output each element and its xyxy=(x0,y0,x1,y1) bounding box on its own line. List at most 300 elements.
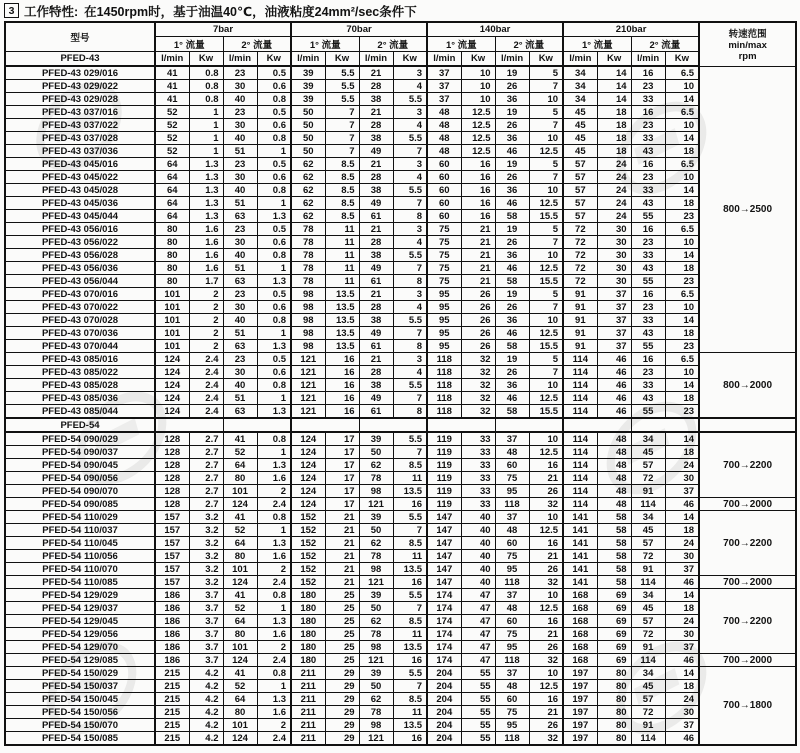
power-kw-value: 37 xyxy=(597,301,631,314)
power-kw-value: 7 xyxy=(393,327,427,340)
power-kw-value: 1 xyxy=(257,262,291,275)
power-kw-value: 40 xyxy=(461,563,495,576)
power-kw-value: 17 xyxy=(325,446,359,459)
power-kw-value: 40 xyxy=(461,511,495,524)
power-kw-value: 16 xyxy=(393,576,427,589)
flow-lmin-value: 98 xyxy=(291,288,325,301)
power-kw-value: 10 xyxy=(529,667,563,680)
power-kw-value: 3 xyxy=(393,223,427,236)
power-kw-value: 0.5 xyxy=(257,353,291,366)
flow-lmin-value: 52 xyxy=(223,680,257,693)
spec-table xyxy=(4,21,797,746)
flow-lmin-value: 39 xyxy=(359,511,393,524)
flow-lmin-value: 118 xyxy=(427,379,461,392)
flow-lmin-value: 98 xyxy=(291,327,325,340)
power-kw-value: 58 xyxy=(597,563,631,576)
power-kw-value: 58 xyxy=(597,537,631,550)
flow-lmin-value: 57 xyxy=(631,615,665,628)
model-cell: PFED-43 029/016 xyxy=(5,66,155,80)
flow-lmin-value: 124 xyxy=(155,392,189,405)
power-kw-value: 21 xyxy=(325,576,359,589)
flow-lmin-value: 58 xyxy=(495,405,529,419)
model-cell: PFED-43 070/016 xyxy=(5,288,155,301)
power-kw-value: 30 xyxy=(665,628,699,641)
flow-lmin-value: 121 xyxy=(359,576,393,589)
power-kw-value: 30 xyxy=(665,550,699,563)
power-kw-value: 55 xyxy=(461,719,495,732)
flow-header: 1° 流量 xyxy=(291,37,359,52)
unit-header: Kw xyxy=(461,52,495,67)
flow-lmin-value: 37 xyxy=(495,667,529,680)
power-kw-value: 0.6 xyxy=(257,366,291,379)
empty-cell xyxy=(427,418,495,432)
model-cell: PFED-54 110/070 xyxy=(5,563,155,576)
flow-lmin-value: 23 xyxy=(631,366,665,379)
flow-lmin-value: 64 xyxy=(223,615,257,628)
flow-lmin-value: 114 xyxy=(563,405,597,419)
power-kw-value: 13.5 xyxy=(393,719,427,732)
flow-lmin-value: 50 xyxy=(291,119,325,132)
power-kw-value: 0.8 xyxy=(257,432,291,446)
flow-lmin-value: 38 xyxy=(359,184,393,197)
power-kw-value: 46 xyxy=(597,379,631,392)
table-row xyxy=(5,432,796,446)
flow-lmin-value: 114 xyxy=(631,654,665,667)
flow-lmin-value: 95 xyxy=(495,563,529,576)
power-kw-value: 21 xyxy=(325,511,359,524)
unit-header: l/min xyxy=(223,52,257,67)
model-cell: PFED-43 056/028 xyxy=(5,249,155,262)
power-kw-value: 6.5 xyxy=(665,288,699,301)
flow-lmin-value: 121 xyxy=(291,379,325,392)
table-row xyxy=(5,719,796,732)
model-column-header: 型号 xyxy=(5,22,155,52)
power-kw-value: 40 xyxy=(461,576,495,589)
power-kw-value: 8.5 xyxy=(325,210,359,223)
flow-lmin-value: 63 xyxy=(223,210,257,223)
flow-lmin-value: 46 xyxy=(495,392,529,405)
power-kw-value: 0.8 xyxy=(257,379,291,392)
table-row xyxy=(5,524,796,537)
power-kw-value: 21 xyxy=(461,275,495,288)
flow-lmin-value: 75 xyxy=(495,472,529,485)
power-kw-value: 10 xyxy=(529,314,563,327)
power-kw-value: 25 xyxy=(325,602,359,615)
flow-lmin-value: 80 xyxy=(223,706,257,719)
flow-lmin-value: 36 xyxy=(495,184,529,197)
power-kw-value: 0.6 xyxy=(257,80,291,93)
table-row xyxy=(5,197,796,210)
power-kw-value: 5.5 xyxy=(393,589,427,602)
power-kw-value: 32 xyxy=(529,576,563,589)
power-kw-value: 5.5 xyxy=(325,66,359,80)
series-label-cell: PFED-54 xyxy=(5,418,155,432)
flow-lmin-value: 61 xyxy=(359,210,393,223)
flow-lmin-value: 58 xyxy=(495,275,529,288)
power-kw-value: 1.3 xyxy=(257,693,291,706)
flow-lmin-value: 37 xyxy=(427,93,461,106)
flow-lmin-value: 51 xyxy=(223,392,257,405)
power-kw-value: 12.5 xyxy=(529,680,563,693)
model-cell: PFED-54 110/056 xyxy=(5,550,155,563)
power-kw-value: 0.8 xyxy=(257,184,291,197)
power-kw-value: 1.3 xyxy=(257,340,291,353)
flow-lmin-value: 50 xyxy=(359,680,393,693)
power-kw-value: 80 xyxy=(597,680,631,693)
power-kw-value: 2.4 xyxy=(257,654,291,667)
flow-lmin-value: 49 xyxy=(359,327,393,340)
power-kw-value: 8 xyxy=(393,405,427,419)
flow-lmin-value: 128 xyxy=(155,459,189,472)
flow-lmin-value: 157 xyxy=(155,524,189,537)
flow-lmin-value: 16 xyxy=(631,106,665,119)
power-kw-value: 1.3 xyxy=(257,537,291,550)
flow-lmin-value: 61 xyxy=(359,275,393,288)
power-kw-value: 30 xyxy=(597,275,631,288)
flow-lmin-value: 26 xyxy=(495,236,529,249)
power-kw-value: 14 xyxy=(597,66,631,80)
power-kw-value: 18 xyxy=(597,119,631,132)
power-kw-value: 8.5 xyxy=(393,693,427,706)
power-kw-value: 6.5 xyxy=(665,223,699,236)
power-kw-value: 46 xyxy=(597,353,631,366)
flow-lmin-value: 147 xyxy=(427,511,461,524)
power-kw-value: 47 xyxy=(461,641,495,654)
power-kw-value: 32 xyxy=(461,392,495,405)
power-kw-value: 10 xyxy=(461,66,495,80)
power-kw-value: 5.5 xyxy=(393,132,427,145)
page-title xyxy=(0,0,800,21)
flow-lmin-value: 80 xyxy=(223,550,257,563)
flow-lmin-value: 38 xyxy=(359,93,393,106)
flow-lmin-value: 36 xyxy=(495,132,529,145)
power-kw-value: 11 xyxy=(393,706,427,719)
power-kw-value: 21 xyxy=(461,236,495,249)
unit-header: Kw xyxy=(393,52,427,67)
flow-lmin-value: 101 xyxy=(223,641,257,654)
flow-lmin-value: 204 xyxy=(427,719,461,732)
header-row-units xyxy=(5,52,796,67)
flow-lmin-value: 30 xyxy=(223,301,257,314)
power-kw-value: 6.5 xyxy=(665,106,699,119)
power-kw-value: 3 xyxy=(393,66,427,80)
power-kw-value: 8.5 xyxy=(325,197,359,210)
flow-lmin-value: 98 xyxy=(359,563,393,576)
model-cell: PFED-43 056/022 xyxy=(5,236,155,249)
flow-lmin-value: 98 xyxy=(359,485,393,498)
flow-lmin-value: 215 xyxy=(155,719,189,732)
flow-lmin-value: 39 xyxy=(291,66,325,80)
flow-lmin-value: 33 xyxy=(631,132,665,145)
model-cell: PFED-54 150/085 xyxy=(5,732,155,746)
flow-lmin-value: 43 xyxy=(631,197,665,210)
flow-lmin-value: 52 xyxy=(155,145,189,158)
power-kw-value: 37 xyxy=(665,563,699,576)
power-kw-value: 23 xyxy=(665,340,699,353)
power-kw-value: 46 xyxy=(597,405,631,419)
power-kw-value: 40 xyxy=(461,537,495,550)
model-cell: PFED-43 045/036 xyxy=(5,197,155,210)
power-kw-value: 4 xyxy=(393,301,427,314)
power-kw-value: 12.5 xyxy=(529,327,563,340)
flow-lmin-value: 58 xyxy=(495,340,529,353)
flow-lmin-value: 64 xyxy=(223,693,257,706)
flow-lmin-value: 37 xyxy=(427,66,461,80)
power-kw-value: 17 xyxy=(325,459,359,472)
flow-lmin-value: 95 xyxy=(495,641,529,654)
power-kw-value: 5.5 xyxy=(393,184,427,197)
flow-lmin-value: 80 xyxy=(155,275,189,288)
power-kw-value: 10 xyxy=(665,171,699,184)
power-kw-value: 6.5 xyxy=(665,158,699,171)
power-kw-value: 10 xyxy=(529,184,563,197)
power-kw-value: 24 xyxy=(665,537,699,550)
flow-lmin-value: 37 xyxy=(495,511,529,524)
power-kw-value: 12.5 xyxy=(529,524,563,537)
flow-lmin-value: 78 xyxy=(291,236,325,249)
flow-lmin-value: 48 xyxy=(427,119,461,132)
model-cell: PFED-43 070/022 xyxy=(5,301,155,314)
power-kw-value: 40 xyxy=(461,524,495,537)
flow-lmin-value: 37 xyxy=(427,80,461,93)
flow-lmin-value: 128 xyxy=(155,498,189,511)
power-kw-value: 2 xyxy=(189,340,223,353)
empty-cell xyxy=(359,418,427,432)
flow-lmin-value: 41 xyxy=(223,667,257,680)
table-row xyxy=(5,379,796,392)
power-kw-value: 0.5 xyxy=(257,106,291,119)
power-kw-value: 2 xyxy=(257,719,291,732)
power-kw-value: 29 xyxy=(325,706,359,719)
series-separator-row xyxy=(5,418,796,432)
flow-lmin-value: 91 xyxy=(631,641,665,654)
power-kw-value: 8.5 xyxy=(393,459,427,472)
flow-header: 1° 流量 xyxy=(563,37,631,52)
flow-lmin-value: 60 xyxy=(427,184,461,197)
power-kw-value: 23 xyxy=(665,405,699,419)
flow-lmin-value: 197 xyxy=(563,706,597,719)
model-cell: PFED-43 045/044 xyxy=(5,210,155,223)
power-kw-value: 4 xyxy=(393,366,427,379)
power-kw-value: 5.5 xyxy=(393,379,427,392)
model-cell: PFED-54 090/029 xyxy=(5,432,155,446)
power-kw-value: 24 xyxy=(597,184,631,197)
table-row xyxy=(5,628,796,641)
power-kw-value: 7 xyxy=(393,446,427,459)
power-kw-value: 12.5 xyxy=(461,145,495,158)
power-kw-value: 0.5 xyxy=(257,158,291,171)
power-kw-value: 37 xyxy=(597,314,631,327)
power-kw-value: 2.4 xyxy=(189,405,223,419)
model-cell: PFED-43 070/036 xyxy=(5,327,155,340)
power-kw-value: 69 xyxy=(597,641,631,654)
flow-lmin-value: 50 xyxy=(291,145,325,158)
flow-header: 2° 流量 xyxy=(359,37,427,52)
table-row xyxy=(5,327,796,340)
power-kw-value: 69 xyxy=(597,589,631,602)
rpm-range-cell: 700→2200 xyxy=(699,432,796,498)
power-kw-value: 11 xyxy=(325,223,359,236)
model-cell: PFED-54 129/056 xyxy=(5,628,155,641)
flow-lmin-value: 72 xyxy=(631,628,665,641)
power-kw-value: 0.8 xyxy=(257,249,291,262)
flow-lmin-value: 16 xyxy=(631,66,665,80)
flow-lmin-value: 41 xyxy=(155,80,189,93)
power-kw-value: 55 xyxy=(461,693,495,706)
power-kw-value: 1 xyxy=(257,197,291,210)
power-kw-value: 21 xyxy=(529,706,563,719)
flow-lmin-value: 118 xyxy=(495,654,529,667)
flow-lmin-value: 48 xyxy=(427,132,461,145)
power-kw-value: 5.5 xyxy=(393,314,427,327)
unit-header: Kw xyxy=(665,52,699,67)
flow-lmin-value: 121 xyxy=(291,353,325,366)
flow-lmin-value: 119 xyxy=(427,485,461,498)
flow-lmin-value: 72 xyxy=(563,236,597,249)
flow-lmin-value: 23 xyxy=(223,223,257,236)
flow-lmin-value: 141 xyxy=(563,537,597,550)
model-cell: PFED-43 029/022 xyxy=(5,80,155,93)
power-kw-value: 0.5 xyxy=(257,223,291,236)
power-kw-value: 1.3 xyxy=(257,210,291,223)
empty-cell xyxy=(155,418,223,432)
flow-lmin-value: 180 xyxy=(291,654,325,667)
flow-lmin-value: 23 xyxy=(631,236,665,249)
power-kw-value: 18 xyxy=(665,524,699,537)
power-kw-value: 46 xyxy=(665,576,699,589)
flow-lmin-value: 121 xyxy=(359,732,393,746)
power-kw-value: 5 xyxy=(529,288,563,301)
unit-header: Kw xyxy=(257,52,291,67)
flow-lmin-value: 174 xyxy=(427,654,461,667)
power-kw-value: 16 xyxy=(325,392,359,405)
flow-lmin-value: 114 xyxy=(631,576,665,589)
flow-lmin-value: 63 xyxy=(223,340,257,353)
flow-lmin-value: 23 xyxy=(223,158,257,171)
power-kw-value: 16 xyxy=(461,197,495,210)
power-kw-value: 48 xyxy=(597,459,631,472)
flow-lmin-value: 23 xyxy=(223,66,257,80)
flow-lmin-value: 26 xyxy=(495,171,529,184)
power-kw-value: 3.2 xyxy=(189,550,223,563)
flow-lmin-value: 62 xyxy=(291,171,325,184)
power-kw-value: 0.5 xyxy=(257,288,291,301)
power-kw-value: 12.5 xyxy=(529,197,563,210)
power-kw-value: 11 xyxy=(393,472,427,485)
power-kw-value: 29 xyxy=(325,693,359,706)
flow-lmin-value: 48 xyxy=(495,602,529,615)
power-kw-value: 4.2 xyxy=(189,719,223,732)
flow-lmin-value: 157 xyxy=(155,537,189,550)
flow-lmin-value: 40 xyxy=(223,379,257,392)
power-kw-value: 0.8 xyxy=(257,589,291,602)
flow-lmin-value: 78 xyxy=(359,550,393,563)
unit-header: l/min xyxy=(631,52,665,67)
flow-lmin-value: 98 xyxy=(291,340,325,353)
flow-lmin-value: 152 xyxy=(291,537,325,550)
model-cell: PFED-54 110/085 xyxy=(5,576,155,589)
table-row xyxy=(5,366,796,379)
power-kw-value: 3 xyxy=(393,353,427,366)
power-kw-value: 33 xyxy=(461,432,495,446)
power-kw-value: 33 xyxy=(461,498,495,511)
power-kw-value: 2.7 xyxy=(189,432,223,446)
power-kw-value: 24 xyxy=(665,693,699,706)
power-kw-value: 32 xyxy=(529,498,563,511)
power-kw-value: 24 xyxy=(597,210,631,223)
flow-lmin-value: 204 xyxy=(427,680,461,693)
flow-lmin-value: 26 xyxy=(495,119,529,132)
pressure-group-header: 7bar xyxy=(155,22,291,37)
power-kw-value: 13.5 xyxy=(325,314,359,327)
flow-lmin-value: 121 xyxy=(359,654,393,667)
flow-lmin-value: 37 xyxy=(495,589,529,602)
power-kw-value: 32 xyxy=(461,405,495,419)
flow-lmin-value: 141 xyxy=(563,550,597,563)
power-kw-value: 21 xyxy=(325,563,359,576)
unit-header: l/min xyxy=(291,52,325,67)
flow-lmin-value: 118 xyxy=(427,392,461,405)
flow-lmin-value: 75 xyxy=(427,249,461,262)
flow-lmin-value: 215 xyxy=(155,667,189,680)
power-kw-value: 23 xyxy=(665,210,699,223)
flow-lmin-value: 21 xyxy=(359,288,393,301)
section-number-box: 3 xyxy=(4,3,19,18)
empty-cell xyxy=(291,418,359,432)
flow-lmin-value: 34 xyxy=(631,589,665,602)
flow-lmin-value: 197 xyxy=(563,693,597,706)
flow-lmin-value: 52 xyxy=(155,132,189,145)
power-kw-value: 40 xyxy=(461,550,495,563)
power-kw-value: 4.2 xyxy=(189,667,223,680)
flow-lmin-value: 40 xyxy=(223,184,257,197)
power-kw-value: 18 xyxy=(597,145,631,158)
power-kw-value: 26 xyxy=(529,563,563,576)
flow-lmin-value: 174 xyxy=(427,589,461,602)
power-kw-value: 17 xyxy=(325,498,359,511)
table-row xyxy=(5,314,796,327)
power-kw-value: 10 xyxy=(529,589,563,602)
flow-lmin-value: 49 xyxy=(359,145,393,158)
flow-lmin-value: 124 xyxy=(291,432,325,446)
flow-lmin-value: 38 xyxy=(359,249,393,262)
model-cell: PFED-43 085/036 xyxy=(5,392,155,405)
power-kw-value: 7 xyxy=(393,602,427,615)
table-row xyxy=(5,171,796,184)
power-kw-value: 1.3 xyxy=(189,171,223,184)
power-kw-value: 0.8 xyxy=(257,93,291,106)
model-cell: PFED-54 150/029 xyxy=(5,667,155,680)
flow-lmin-value: 23 xyxy=(631,80,665,93)
flow-lmin-value: 52 xyxy=(223,524,257,537)
power-kw-value: 37 xyxy=(597,327,631,340)
power-kw-value: 10 xyxy=(529,249,563,262)
power-kw-value: 24 xyxy=(665,615,699,628)
model-cell: PFED-43 045/022 xyxy=(5,171,155,184)
flow-lmin-value: 39 xyxy=(359,432,393,446)
flow-lmin-value: 60 xyxy=(427,158,461,171)
flow-lmin-value: 50 xyxy=(291,132,325,145)
flow-lmin-value: 118 xyxy=(427,405,461,419)
flow-lmin-value: 114 xyxy=(563,472,597,485)
flow-lmin-value: 62 xyxy=(291,158,325,171)
power-kw-value: 48 xyxy=(597,498,631,511)
power-kw-value: 48 xyxy=(597,472,631,485)
power-kw-value: 37 xyxy=(665,719,699,732)
power-kw-value: 1.6 xyxy=(189,262,223,275)
flow-lmin-value: 204 xyxy=(427,693,461,706)
flow-lmin-value: 101 xyxy=(155,288,189,301)
